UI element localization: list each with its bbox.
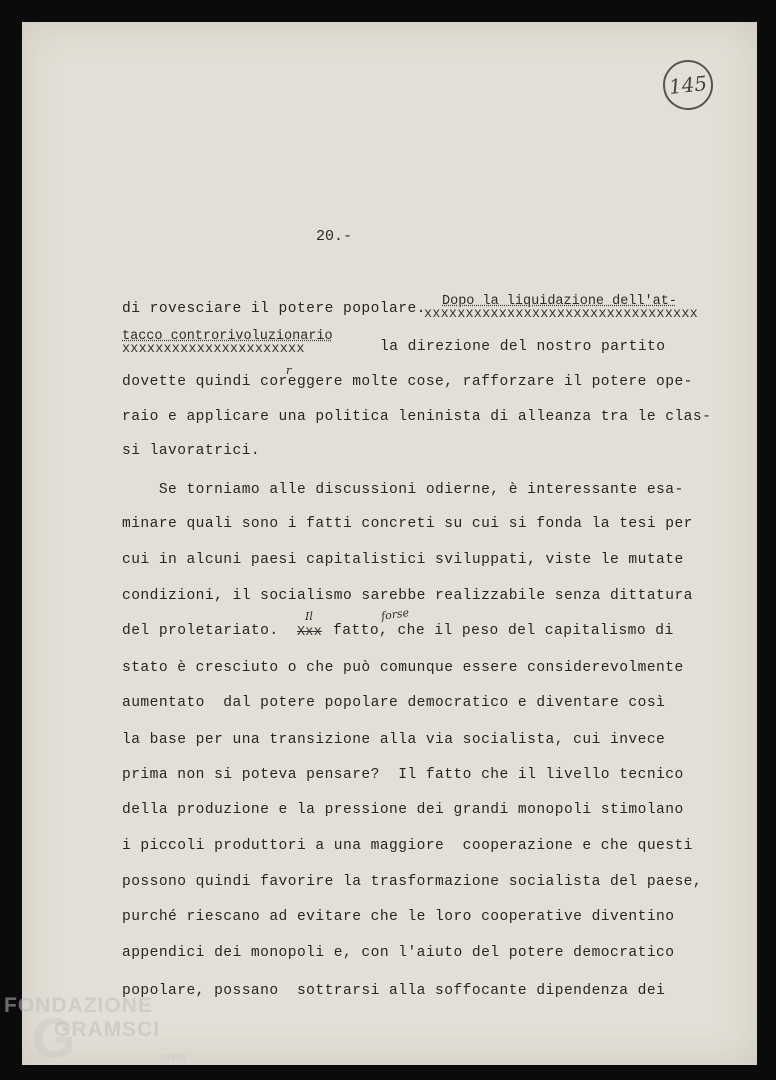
text-line-15: della produzione e la pressione dei grandi monopoli stimolano [122,802,684,818]
text-line-4: raio e applicare una politica leninista di alleanza tra le clas- [122,409,712,425]
text-line-11: stato è cresciuto o che può comunque essere considerevolmente [122,660,684,676]
handwritten-r-correction: r [286,364,292,377]
typed-insert-1: Dopo la liquidazione dell'at- [442,294,677,309]
text-line-8: cui in alcuni paesi capitalistici sviluppati, viste le mutate [122,552,684,568]
text-line-7: minare quali sono i fatti concreti su cui si fonda la tesi per [122,516,693,532]
text-line-6: Se torniamo alle discussioni odierne, è interessante esa- [122,482,684,498]
text-line-10b: fatto, che il peso del capitalismo di [333,623,674,639]
text-line-3: dovette quindi coreggere molte cose, rafforzare il potere ope- [122,374,693,390]
text-line-20: popolare, possano sottrarsi alla soffocante dipendenza dei [122,983,666,999]
typed-insert-2: tacco controrivoluzionario [122,329,333,344]
archive-stamp: 145 [661,58,716,113]
text-line-9: condizioni, il socialismo sarebbe realizzabile senza dittatura [122,588,693,604]
text-line-5: si lavoratrici. [122,443,261,459]
text-line-19: appendici dei monopoli e, con l'aiuto del potere democratico [122,945,675,961]
text-line-18: purché riescano ad evitare che le loro cooperative diventino [122,909,675,925]
handwritten-il-correction: Il [305,610,313,623]
struck-word: Xxx [297,625,322,640]
watermark-line1: FONDAZIONE [4,994,153,1017]
handwritten-forse-insert: forse [380,606,410,623]
struck-text-2: xxxxxxxxxxxxxxxxxxxxxx [122,342,305,357]
watermark-line2: GRAMSCI [54,1018,161,1041]
fondazione-gramsci-watermark [4,994,186,1069]
text-line-10: del proletariato. [122,623,279,639]
text-line-2: la direzione del nostro partito [380,339,666,355]
text-line-1: di rovesciare il potere popolare. [122,301,426,317]
watermark-g-logo: G [32,1006,77,1069]
text-line-14: prima non si poteva pensare? Il fatto che il livello tecnico [122,767,684,783]
text-line-17: possono quindi favorire la trasformazione socialista del paese, [122,874,703,890]
text-line-12: aumentato dal potere popolare democratico e diventare così [122,695,666,711]
page-number: 20.- [316,228,353,245]
struck-text-1: xxxxxxxxxxxxxxxxxxxxxxxxxxxxxxxxx [424,307,698,322]
watermark-sub: onlus [162,1052,186,1063]
text-line-16: i piccoli produttori a una maggiore cooperazione e che questi [122,838,693,854]
text-line-13: la base per una transizione alla via socialista, cui invece [122,732,666,748]
